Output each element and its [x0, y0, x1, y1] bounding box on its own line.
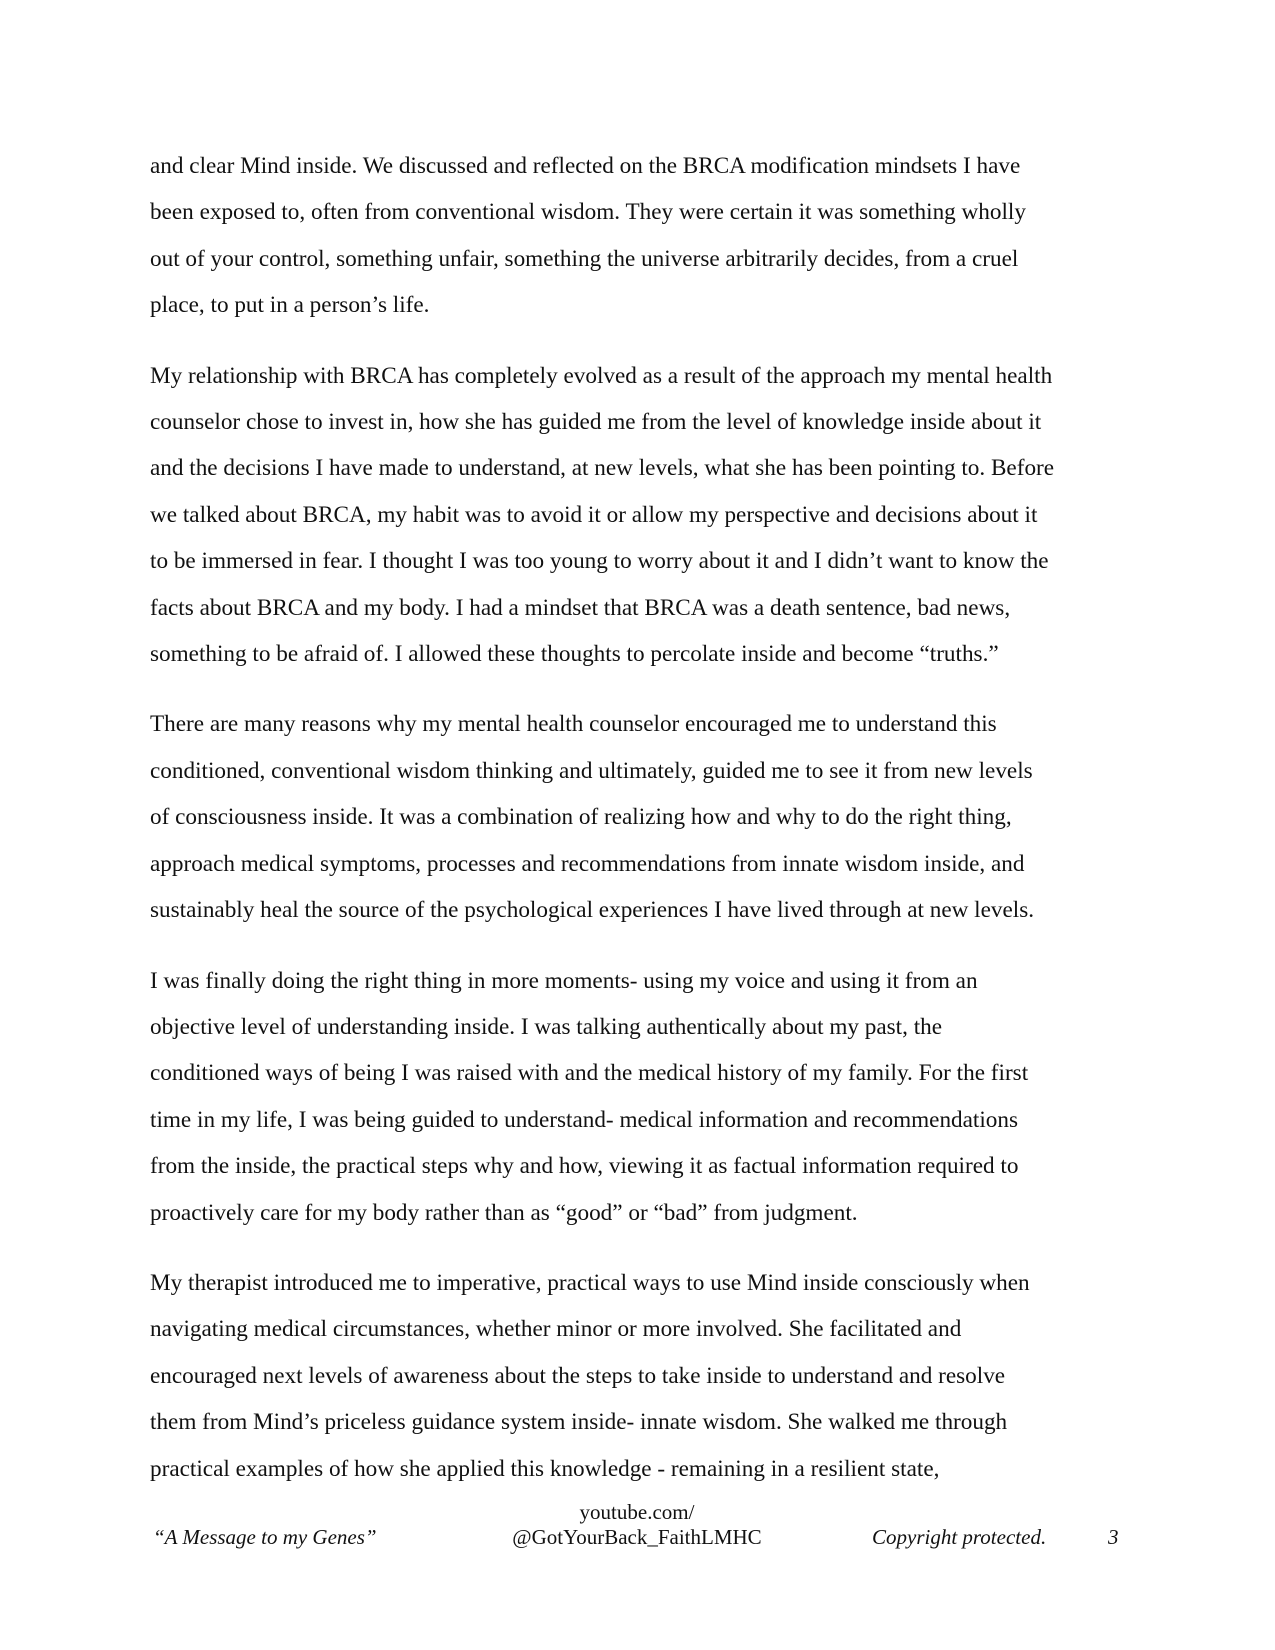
footer-link-line-2: @GotYourBack_FaithLMHC [512, 1525, 762, 1549]
text-line: proactively care for my body rather than as “good” or “bad” from judgment. [150, 1199, 858, 1226]
text-line: objective level of understanding inside. I was talking authentically about my past, the [150, 1013, 943, 1040]
paragraph-2 [150, 353, 1140, 678]
text-line: I was finally doing the right thing in more moments- using my voice and using it from an [150, 967, 978, 994]
text-line: There are many reasons why my mental health counselor encouraged me to understand this [150, 711, 997, 738]
text-line: facts about BRCA and my body. I had a mindset that BRCA was a death sentence, bad news, [150, 594, 1011, 621]
footer-copyright: Copyright protected. [872, 1525, 1047, 1549]
page-number: 3 [1108, 1525, 1119, 1549]
paragraph-4 [150, 958, 1140, 1236]
text-line: encouraged next levels of awareness about the steps to take inside to understand and resolve [150, 1362, 1006, 1389]
paragraph-5 [150, 1260, 1140, 1492]
page-footer [0, 1500, 1275, 1560]
text-line: and clear Mind inside. We discussed and reflected on the BRCA modification mindsets I have [150, 153, 1021, 179]
text-line: conditioned ways of being I was raised with and the medical history of my family. For the first [150, 1060, 1029, 1087]
footer-title: “A Message to my Genes” [153, 1525, 377, 1549]
body-text [150, 143, 1140, 1516]
text-line: them from Mind’s priceless guidance system inside- innate wisdom. She walked me through [150, 1409, 1008, 1436]
text-line: and the decisions I have made to understand, at new levels, what she has been pointing to. Before [150, 455, 1055, 482]
footer-link-line-1: youtube.com/ [579, 1500, 695, 1524]
text-line: we talked about BRCA, my habit was to avoid it or allow my perspective and decisions about it [150, 501, 1038, 528]
text-line: sustainably heal the source of the psychological experiences I have lived through at new levels. [150, 897, 1035, 924]
text-line: approach medical symptoms, processes and recommendations from innate wisdom inside, and [150, 850, 1025, 877]
text-line: conditioned, conventional wisdom thinking and ultimately, guided me to see it from new levels [150, 757, 1033, 784]
text-line: counselor chose to invest in, how she has guided me from the level of knowledge inside about it [150, 409, 1042, 436]
text-line: out of your control, something unfair, something the universe arbitrarily decides, from a cruel [150, 245, 1019, 272]
text-line: of consciousness inside. It was a combination of realizing how and why to do the right thing, [150, 804, 1012, 831]
text-line: navigating medical circumstances, whether minor or more involved. She facilitated and [150, 1316, 962, 1343]
text-line: My relationship with BRCA has completely evolved as a result of the approach my mental health [150, 362, 1053, 389]
text-line: been exposed to, often from conventional wisdom. They were certain it was something wholly [150, 199, 1026, 226]
text-line: My therapist introduced me to imperative, practical ways to use Mind inside consciously when [150, 1269, 1030, 1296]
paragraph-3 [150, 701, 1140, 933]
text-line: something to be afraid of. I allowed these thoughts to percolate inside and become “truths.” [150, 641, 999, 668]
text-line: practical examples of how she applied this knowledge - remaining in a resilient state, [150, 1455, 940, 1482]
text-line: place, to put in a person’s life. [150, 292, 430, 319]
text-line: to be immersed in fear. I thought I was too young to worry about it and I didn’t want to know the [150, 548, 1049, 575]
text-line: time in my life, I was being guided to understand- medical information and recommendations [150, 1106, 1019, 1133]
text-line: from the inside, the practical steps why and how, viewing it as factual information required to [150, 1153, 1019, 1180]
footer-channel-link [487, 1500, 787, 1550]
paragraph-1 [150, 143, 1140, 329]
